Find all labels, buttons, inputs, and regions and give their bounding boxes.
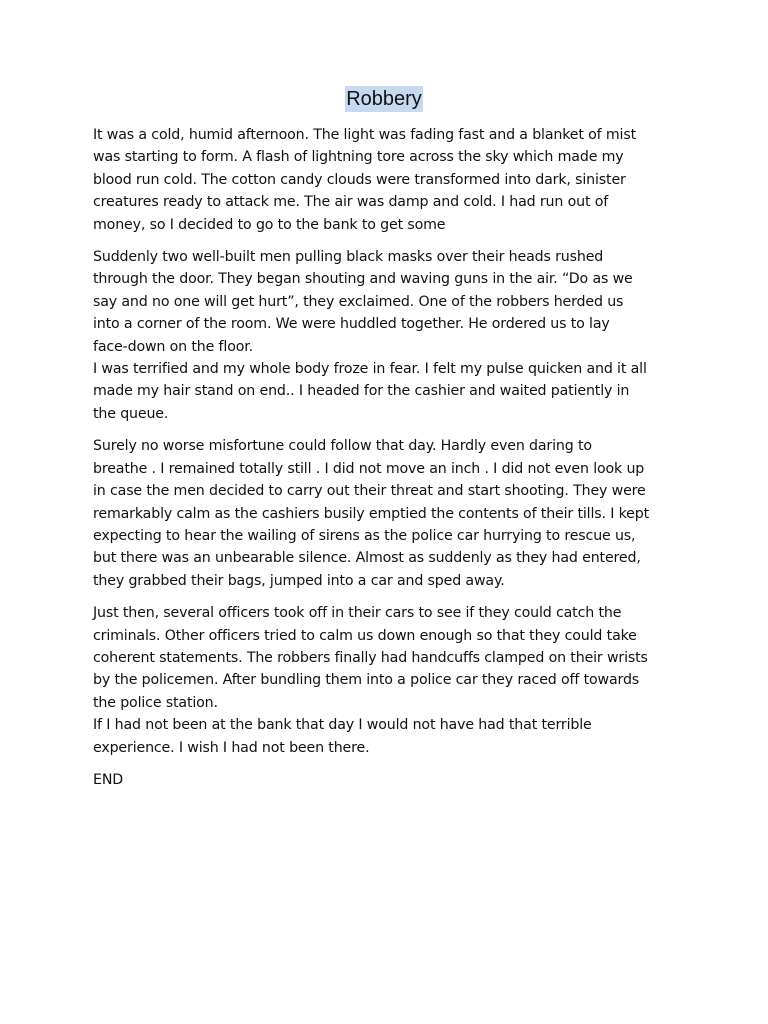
text-line: remarkably calm as the cashiers busily emptied the contents of their tills. I kept: [93, 505, 649, 522]
text-line: face-down on the floor.: [93, 338, 253, 355]
text-line: breathe . I remained totally still . I did not move an inch . I did not even look up: [93, 460, 645, 477]
text-line: If I had not been at the bank that day I would not have had that terrible: [93, 717, 592, 734]
text-line: made my hair stand on end.. I headed for the cashier and waited patiently in: [93, 383, 630, 400]
document-body: [93, 124, 683, 801]
paragraph-end: [93, 769, 683, 791]
text-line: It was a cold, humid afternoon. The light was fading fast and a blanket of mist: [93, 127, 636, 143]
text-line: say and no one will get hurt”, they exclaimed. One of the robbers herded us: [93, 293, 624, 310]
text-line: by the policemen. After bundling them into a police car they raced off towards: [93, 672, 640, 689]
text-line: I was terrified and my whole body froze in fear. I felt my pulse quicken and it all: [93, 361, 647, 378]
text-line: criminals. Other officers tried to calm us down enough so that they could take: [93, 627, 637, 644]
paragraph: [93, 435, 683, 592]
title-wrapper: [0, 86, 768, 112]
paragraph: [93, 246, 683, 425]
text-line: but there was an unbearable silence. Almost as suddenly as they had entered,: [93, 550, 641, 567]
text-line: blood run cold. The cotton candy clouds were transformed into dark, sinister: [93, 171, 626, 188]
text-line: into a corner of the room. We were huddled together. He ordered us to lay: [93, 316, 610, 333]
text-line: creatures ready to attack me. The air was damp and cold. I had run out of: [93, 194, 609, 211]
paragraph: [93, 602, 683, 759]
text-line: Surely no worse misfortune could follow that day. Hardly even daring to: [93, 438, 592, 455]
text-line: in case the men decided to carry out their threat and start shooting. They were: [93, 483, 646, 500]
text-line: coherent statements. The robbers finally had handcuffs clamped on their wrists: [93, 649, 648, 666]
paragraph: [93, 124, 683, 236]
text-line: experience. I wish I had not been there.: [93, 739, 370, 756]
text-line: the queue.: [93, 405, 169, 422]
end-marker: END: [93, 771, 124, 788]
text-line: money, so I decided to go to the bank to get some: [93, 216, 446, 233]
text-line: expecting to hear the wailing of sirens as the police car hurrying to rescue us,: [93, 527, 636, 544]
document-title: Robbery: [346, 88, 422, 110]
text-line: the police station.: [93, 694, 218, 711]
text-line: was starting to form. A flash of lightning tore across the sky which made my: [93, 149, 624, 166]
text-line: Just then, several officers took off in their cars to see if they could catch the: [93, 605, 622, 622]
text-line: they grabbed their bags, jumped into a car and sped away.: [93, 572, 505, 589]
text-line: through the door. They began shouting and waving guns in the air. “Do as we: [93, 271, 633, 288]
text-line: Suddenly two well-built men pulling black masks over their heads rushed: [93, 249, 604, 266]
